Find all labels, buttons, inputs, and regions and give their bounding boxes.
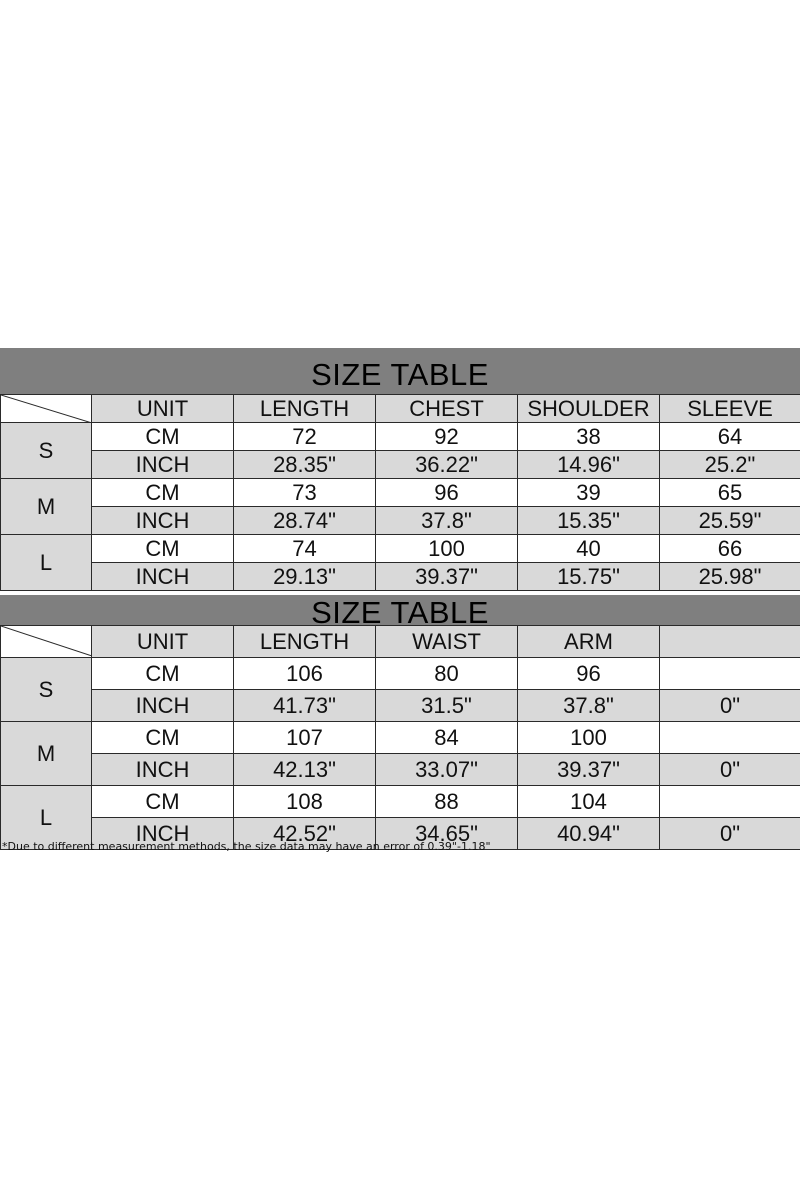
table-cell: 42.52" xyxy=(234,818,376,850)
header-cell: UNIT xyxy=(92,626,234,658)
table-cell: CM xyxy=(92,535,234,563)
table-cell: CM xyxy=(92,479,234,507)
table-cell xyxy=(660,658,800,690)
table-cell: 33.07" xyxy=(376,754,518,786)
header-cell: CHEST xyxy=(376,395,518,423)
table-cell: 100 xyxy=(376,535,518,563)
table-cell: 0" xyxy=(660,818,800,850)
table-cell: 0" xyxy=(660,754,800,786)
table-cell: INCH xyxy=(92,451,234,479)
table-cell: 100 xyxy=(518,722,660,754)
table-cell: 74 xyxy=(234,535,376,563)
corner-cell xyxy=(1,626,92,658)
table-row xyxy=(1,479,800,507)
table-cell: INCH xyxy=(92,507,234,535)
table-cell: 28.74" xyxy=(234,507,376,535)
header-cell: LENGTH xyxy=(234,395,376,423)
table-cell: 0" xyxy=(660,690,800,722)
table-row xyxy=(1,451,800,479)
table-cell: CM xyxy=(92,722,234,754)
table-cell: 31.5" xyxy=(376,690,518,722)
corner-cell xyxy=(1,395,92,423)
table-cell: 41.73" xyxy=(234,690,376,722)
table-cell: 96 xyxy=(376,479,518,507)
table-row xyxy=(1,423,800,451)
table-row xyxy=(1,754,800,786)
table-cell: 36.22" xyxy=(376,451,518,479)
header-cell: UNIT xyxy=(92,395,234,423)
table-cell: 25.59" xyxy=(660,507,800,535)
table-cell: 65 xyxy=(660,479,800,507)
table-row xyxy=(1,535,800,563)
table-cell: 64 xyxy=(660,423,800,451)
table-row xyxy=(1,507,800,535)
table-cell: 42.13" xyxy=(234,754,376,786)
header-cell: ARM xyxy=(518,626,660,658)
size-table-bottom xyxy=(0,595,800,850)
size-table-title: SIZE TABLE xyxy=(0,348,800,394)
table-cell: 96 xyxy=(518,658,660,690)
size-label: S xyxy=(1,423,92,479)
size-table-top xyxy=(0,348,800,591)
header-cell: SHOULDER xyxy=(518,395,660,423)
table-cell: CM xyxy=(92,658,234,690)
diagonal-divider-icon xyxy=(1,395,92,423)
table-row xyxy=(1,690,800,722)
measurement-note: *Due to different measurement methods, the size data may have an error of 0.39"-1.18" xyxy=(2,840,491,853)
table-cell: 40.94" xyxy=(518,818,660,850)
table-cell: INCH xyxy=(92,690,234,722)
table-cell: 80 xyxy=(376,658,518,690)
table-cell: 88 xyxy=(376,786,518,818)
size-label: S xyxy=(1,658,92,722)
header-row xyxy=(1,395,800,423)
table-cell: 34.65" xyxy=(376,818,518,850)
table-cell: 38 xyxy=(518,423,660,451)
table-cell: CM xyxy=(92,786,234,818)
table-row xyxy=(1,722,800,754)
table-cell: 28.35" xyxy=(234,451,376,479)
diagonal-divider-icon xyxy=(1,626,92,656)
table-cell: 66 xyxy=(660,535,800,563)
table-cell: 92 xyxy=(376,423,518,451)
header-cell: SLEEVE xyxy=(660,395,800,423)
table-cell: 72 xyxy=(234,423,376,451)
table-row xyxy=(1,786,800,818)
table-cell: 15.75" xyxy=(518,563,660,591)
size-label: M xyxy=(1,722,92,786)
table-cell: 73 xyxy=(234,479,376,507)
header-row xyxy=(1,626,800,658)
table-cell: 107 xyxy=(234,722,376,754)
header-cell: WAIST xyxy=(376,626,518,658)
size-table-grid xyxy=(0,625,800,850)
table-cell: 108 xyxy=(234,786,376,818)
table-cell: 106 xyxy=(234,658,376,690)
table-cell xyxy=(660,722,800,754)
table-cell: INCH xyxy=(92,563,234,591)
table-cell: 37.8" xyxy=(376,507,518,535)
table-cell: 104 xyxy=(518,786,660,818)
table-cell: 14.96" xyxy=(518,451,660,479)
table-row xyxy=(1,658,800,690)
size-label: M xyxy=(1,479,92,535)
table-cell: 39.37" xyxy=(376,563,518,591)
table-cell: 25.2" xyxy=(660,451,800,479)
table-cell: 39.37" xyxy=(518,754,660,786)
table-cell: 15.35" xyxy=(518,507,660,535)
table-row xyxy=(1,563,800,591)
size-label: L xyxy=(1,535,92,591)
header-cell xyxy=(660,626,800,658)
table-cell: INCH xyxy=(92,818,234,850)
table-cell: 25.98" xyxy=(660,563,800,591)
size-label: L xyxy=(1,786,92,850)
table-cell: 39 xyxy=(518,479,660,507)
size-table-title: SIZE TABLE xyxy=(0,595,800,625)
table-cell: 40 xyxy=(518,535,660,563)
header-cell: LENGTH xyxy=(234,626,376,658)
table-cell: 84 xyxy=(376,722,518,754)
size-table-grid xyxy=(0,394,800,591)
table-cell: 29.13" xyxy=(234,563,376,591)
table-cell: CM xyxy=(92,423,234,451)
table-cell xyxy=(660,786,800,818)
table-cell: INCH xyxy=(92,754,234,786)
table-cell: 37.8" xyxy=(518,690,660,722)
